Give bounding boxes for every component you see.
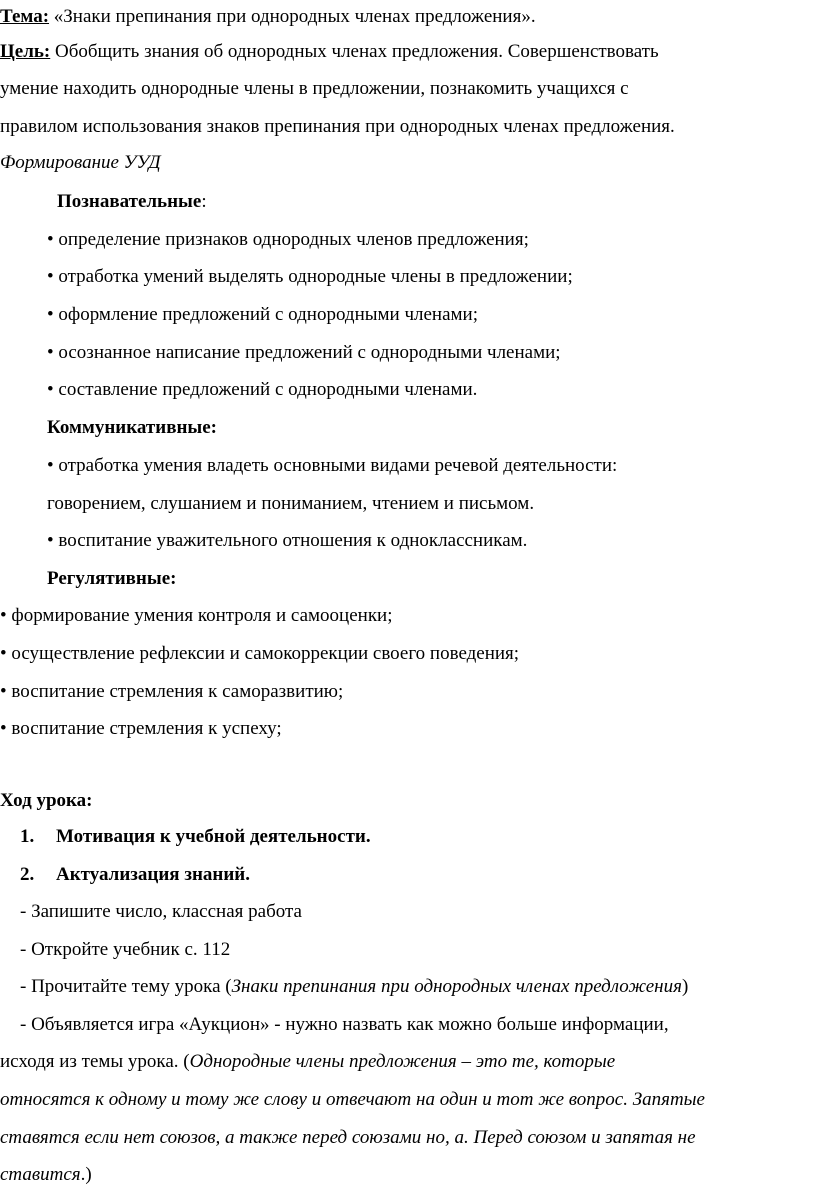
cognitive-item: • осознанное написание предложений с однородными членами; [47,342,561,363]
cognitive-item: • определение признаков однородных членов предложения; [47,229,529,250]
goal-text-1: Обобщить знания об однородных членах предложения. Совершенствовать [50,41,659,62]
read-prefix: - Прочитайте тему урока ( [20,976,232,997]
lesson-line-game: - Объявляется игра «Аукцион» - нужно назвать как можно больше информации, [20,1014,669,1035]
lesson-step-2 [20,864,250,886]
source-prefix: исходя из темы урока. ( [0,1051,190,1072]
cognitive-item: • отработка умений выделять однородные члены в предложении; [47,266,573,287]
communicative-item-line-2: говорением, слушанием и пониманием, чтением и письмом. [47,493,535,514]
regulatory-item: • осуществление рефлексии и самокоррекции своего поведения; [0,643,520,664]
step-text: Актуализация знаний. [56,864,251,885]
topic-label: Тема: [0,6,50,27]
goal-line-1 [0,41,659,63]
lesson-step-1 [20,826,371,848]
definition-close: .) [80,1164,92,1185]
step-text: Мотивация к учебной деятельности. [56,826,371,847]
regulatory-heading: Регулятивные: [47,568,177,589]
goal-line-3: правилом использования знаков препинания при однородных членах предложения. [0,116,675,137]
definition-text-3: ставятся если нет союзов, а также перед союзами но, а. Перед союзом и запятая не [0,1127,696,1148]
communicative-item-2: • воспитание уважительного отношения к одноклассникам. [47,530,528,551]
cognitive-heading [57,191,207,213]
definition-line-4 [0,1164,92,1186]
communicative-heading: Коммуникативные: [47,417,217,438]
read-suffix: ) [681,976,689,997]
step-number: 1. [20,826,35,847]
read-topic: Знаки препинания при однородных членах предложения [231,976,682,997]
cognitive-item: • составление предложений с однородными членами. [47,379,478,400]
definition-text-1: Однородные члены предложения – это те, которые [189,1051,616,1072]
lesson-line-read-topic [20,976,688,998]
topic-text: «Знаки препинания при однородных членах предложения». [49,6,536,27]
cognitive-heading-text: Познавательные [57,191,202,212]
cognitive-heading-colon: : [201,191,207,212]
regulatory-item: • воспитание стремления к саморазвитию; [0,681,344,702]
goal-label: Цель: [0,41,51,62]
topic-line [0,6,536,28]
lesson-line-date: - Запишите число, классная работа [20,901,302,922]
communicative-item-line-1: • отработка умения владеть основными видами речевой деятельности: [47,455,618,476]
regulatory-item: • формирование умения контроля и самооценки; [0,605,393,626]
definition-text-2: относятся к одному и тому же слову и отвечают на один и тот же вопрос. Запятые [0,1089,705,1110]
goal-line-2: умение находить однородные члены в предложении, познакомить учащихся с [0,78,629,99]
definition-text-4: ставится [0,1164,81,1185]
step-number: 2. [20,864,35,885]
cognitive-item: • оформление предложений с однородными членами; [47,304,478,325]
uud-heading: Формирование УУД [0,152,161,173]
lesson-line-textbook: - Откройте учебник с. 112 [20,939,231,960]
lesson-heading: Ход урока: [0,790,93,811]
regulatory-item: • воспитание стремления к успеху; [0,718,282,739]
lesson-line-source [0,1051,615,1073]
